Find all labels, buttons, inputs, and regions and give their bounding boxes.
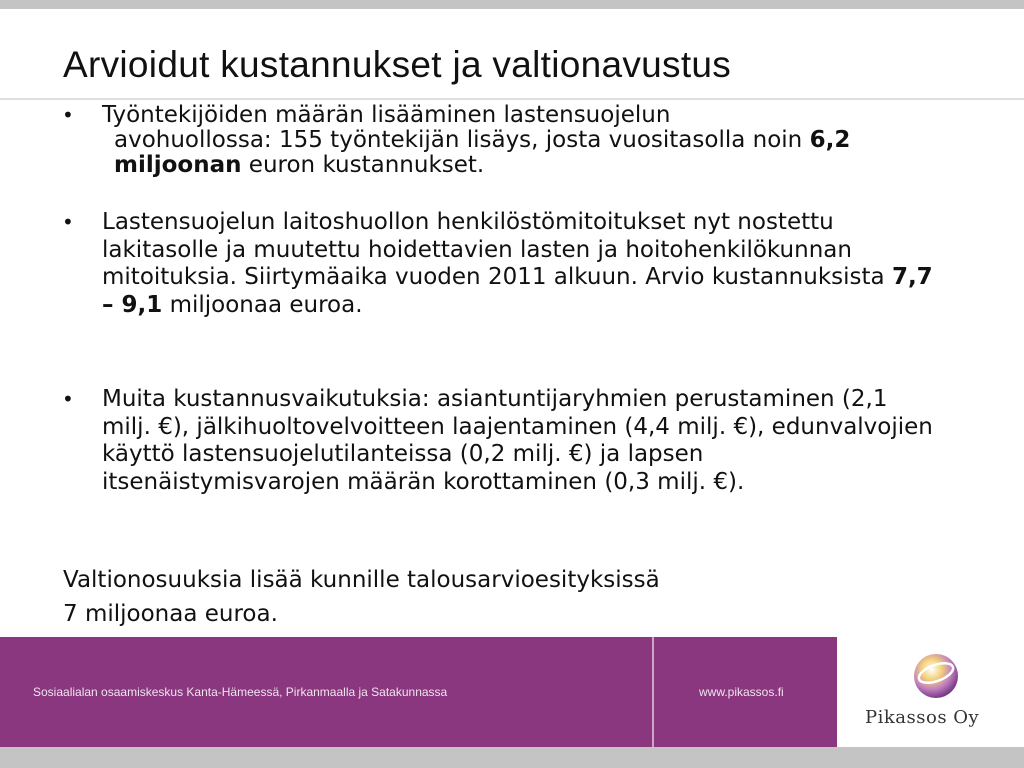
bullet-text-part: Lastensuojelun laitoshuollon henkilöstömitoitukset nyt nostettu lakitasolle ja muutettu hoidettavien lasten ja hoitohenkilökunnan mitoituksia. Siirtymäaika vuoden 2011 alkuun. Arvio kustannuksista [102,209,892,290]
slide-title: Arvioidut kustannukset ja valtionavustus [63,44,732,85]
logo-wordmark: Pikassos Oy [865,707,980,728]
bullet-text-part: miljoonaa euroa. [162,291,363,318]
bullet-symbol: • [62,387,74,411]
pikassos-logo-icon [911,651,961,701]
bullet-item [62,103,942,178]
footer-url: www.pikassos.fi [699,685,784,699]
bullet-text [102,209,942,319]
bullet-text-part: euron kustannukset. [241,152,485,178]
footer-divider [652,637,654,747]
bullet-symbol: • [62,210,74,234]
bullet-emphasis: 6,2 miljoonan [114,127,851,178]
bullet-text-line: Työntekijöiden määrän lisääminen lastensuojelun [102,102,671,128]
bullet-text [102,103,942,178]
bullet-item [62,209,942,319]
bullet-text-part: avohuollossa: 155 työntekijän lisäys, josta vuositasolla noin [114,127,810,153]
title-divider [0,98,1024,100]
footer-organization-text: Sosiaalialan osaamiskeskus Kanta-Hämeessä, Pirkanmaalla ja Satakunnassa [33,685,448,699]
bullet-emphasis: 7,7 – 9,1 [102,264,933,318]
bullet-symbol: • [62,103,74,127]
bullet-text: Muita kustannusvaikutuksia: asiantuntijaryhmien perustaminen (2,1 milj. €), jälkihuoltovelvoitteen laajentaminen (4,4 milj. €), edunvalvojien käyttö lastensuojelutilanteissa (0,2 milj. €) ja lapsen itsenäistymisvarojen määrän korottaminen (0,3 milj. €). [102,386,933,495]
bullet-item [62,386,942,496]
top-gray-bar [0,0,1024,9]
bottom-gray-bar [0,747,1024,768]
bullet-text-rest [102,128,942,178]
closing-line: 7 miljoonaa euroa. [63,601,278,627]
closing-line: Valtionosuuksia lisää kunnille talousarvioesityksissä [63,567,660,593]
closing-paragraph [63,563,660,631]
